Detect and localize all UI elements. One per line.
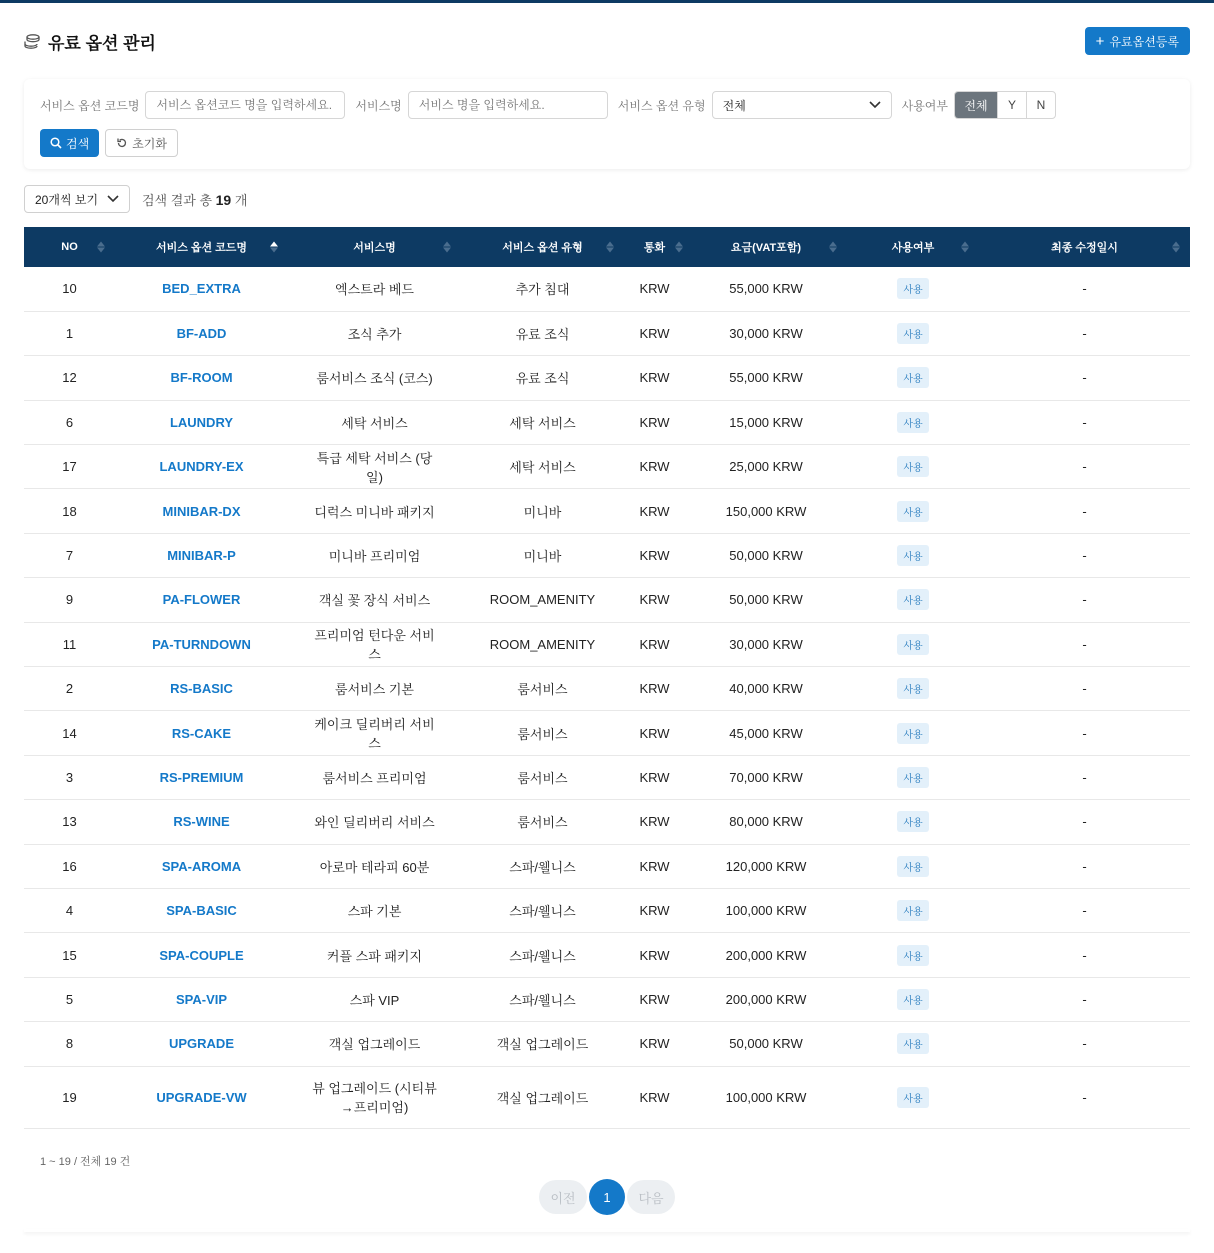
cell-name: 아로마 테라피 60분 — [319, 859, 430, 875]
cell-type: ROOM_AMENITY — [489, 592, 596, 608]
cell-currency: KRW — [639, 1089, 670, 1105]
cell-code[interactable]: RS-BASIC — [170, 681, 233, 697]
cell-code[interactable]: BED_EXTRA — [162, 281, 241, 297]
cell-use — [847, 578, 979, 622]
type-select-value: 전체 — [722, 98, 746, 113]
current-page-button[interactable]: 1 — [589, 1179, 625, 1215]
status-badge: 사용 — [897, 678, 928, 699]
name-label: 서비스명 — [355, 98, 402, 113]
table-row[interactable] — [24, 800, 1190, 844]
cell-price: 150,000 KRW — [725, 503, 807, 519]
cell-currency: KRW — [639, 903, 670, 919]
cell-updated: - — [1082, 1089, 1087, 1105]
cell-updated: - — [1082, 370, 1087, 386]
cell-type: 객실 업그레이드 — [496, 1090, 589, 1106]
cell-code[interactable]: RS-WINE — [173, 814, 230, 830]
coins-icon — [24, 33, 40, 49]
sort-icon — [97, 242, 105, 253]
col-label: NO — [61, 241, 78, 253]
search-button[interactable] — [40, 129, 99, 157]
use-option-n[interactable]: N — [1026, 92, 1055, 118]
cell-type: 유료 조식 — [515, 371, 570, 387]
status-badge: 사용 — [897, 989, 928, 1010]
sort-icon — [270, 242, 278, 253]
table-row[interactable] — [24, 933, 1190, 977]
cell-use — [847, 622, 979, 666]
reset-icon — [116, 137, 128, 149]
cell-code[interactable]: PA-FLOWER — [162, 592, 241, 608]
cell-use — [847, 1066, 979, 1128]
type-label: 서비스 옵션 유형 — [617, 98, 706, 113]
col-label: 사용여부 — [891, 242, 935, 254]
table-body — [24, 267, 1190, 1128]
cell-name: 특급 세탁 서비스 (당일) — [316, 450, 433, 485]
cell-no: 7 — [65, 548, 74, 564]
status-badge: 사용 — [897, 589, 928, 610]
cell-price: 200,000 KRW — [725, 947, 807, 963]
col-label: 통화 — [643, 242, 666, 254]
table-row[interactable] — [24, 622, 1190, 666]
cell-updated: - — [1082, 769, 1087, 785]
cell-price: 30,000 KRW — [729, 636, 803, 652]
cell-code[interactable]: BF-ROOM — [170, 370, 233, 386]
page-size-value: 20개씩 보기 — [35, 192, 99, 207]
status-badge: 사용 — [897, 367, 928, 388]
cell-use — [847, 711, 979, 755]
cell-updated: - — [1082, 903, 1087, 919]
cell-no: 8 — [65, 1036, 74, 1052]
status-badge: 사용 — [897, 723, 928, 744]
cell-currency: KRW — [639, 370, 670, 386]
status-badge: 사용 — [897, 278, 928, 299]
col-header-currency[interactable] — [624, 227, 685, 267]
plus-icon: + — [1095, 32, 1105, 50]
cell-price: 70,000 KRW — [729, 769, 803, 785]
cell-updated: - — [1082, 414, 1087, 430]
table-row[interactable] — [24, 445, 1190, 489]
cell-use — [847, 356, 979, 400]
col-header-no[interactable] — [24, 227, 115, 267]
cell-name: 룸서비스 조식 (코스) — [316, 371, 433, 387]
search-filters — [40, 91, 1056, 119]
cell-use — [847, 667, 979, 711]
code-label: 서비스 옵션 코드명 — [40, 98, 140, 113]
cell-use — [847, 755, 979, 799]
col-header-name[interactable] — [288, 227, 461, 267]
result-count — [142, 190, 247, 209]
cell-name: 룸서비스 프리미엄 — [322, 770, 427, 786]
table-row[interactable] — [24, 489, 1190, 533]
status-badge: 사용 — [897, 1087, 928, 1108]
cell-type: 세탁 서비스 — [509, 415, 576, 431]
use-label: 사용여부 — [901, 98, 948, 113]
use-option-y[interactable]: Y — [997, 92, 1026, 118]
cell-updated: - — [1082, 1036, 1087, 1052]
search-card — [24, 79, 1190, 169]
code-input[interactable] — [145, 91, 345, 119]
status-badge: 사용 — [897, 412, 928, 433]
status-badge: 사용 — [897, 456, 928, 477]
cell-type: 룸서비스 — [517, 815, 568, 831]
options-table-wrap — [24, 227, 1190, 1129]
cell-type: 룸서비스 — [517, 770, 568, 786]
cell-updated: - — [1082, 548, 1087, 564]
cell-type: ROOM_AMENITY — [489, 636, 596, 652]
chevron-down-icon — [869, 101, 881, 109]
cell-currency: KRW — [639, 769, 670, 785]
cell-name: 객실 업그레이드 — [328, 1037, 421, 1053]
cell-currency: KRW — [639, 592, 670, 608]
cell-updated: - — [1082, 947, 1087, 963]
cell-code[interactable]: LAUNDRY — [169, 414, 234, 430]
cell-code[interactable]: SPA-VIP — [175, 991, 228, 1007]
use-option-all[interactable]: 전체 — [955, 92, 997, 118]
cell-price: 50,000 KRW — [729, 1036, 803, 1052]
cell-use — [847, 445, 979, 489]
col-header-use[interactable] — [847, 227, 979, 267]
cell-name: 엑스트라 베드 — [335, 282, 414, 298]
cell-no: 19 — [62, 1089, 77, 1105]
cell-updated: - — [1082, 459, 1087, 475]
cell-code[interactable]: PA-TURNDOWN — [152, 636, 251, 652]
cell-no: 1 — [65, 326, 74, 342]
cell-currency: KRW — [639, 503, 670, 519]
table-row[interactable] — [24, 533, 1190, 577]
sort-icon — [606, 242, 614, 253]
cell-currency: KRW — [639, 1036, 670, 1052]
status-badge: 사용 — [897, 634, 928, 655]
sort-icon — [961, 242, 969, 253]
cell-no: 16 — [62, 858, 77, 874]
table-row[interactable] — [24, 578, 1190, 622]
cell-name: 객실 꽃 장식 서비스 — [318, 593, 431, 609]
cell-updated: - — [1082, 858, 1087, 874]
cell-name: 스파 VIP — [349, 992, 400, 1008]
cell-currency: KRW — [639, 947, 670, 963]
col-header-code[interactable] — [115, 227, 288, 267]
search-actions — [40, 129, 178, 157]
cell-currency: KRW — [639, 281, 670, 297]
cell-use — [847, 400, 979, 444]
cell-price: 55,000 KRW — [729, 281, 803, 297]
cell-type: 미니바 — [523, 504, 562, 520]
cell-use — [847, 1022, 979, 1066]
options-table — [24, 227, 1190, 1129]
sort-icon — [443, 242, 451, 253]
cell-no: 18 — [62, 503, 77, 519]
cell-type: 룸서비스 — [517, 682, 568, 698]
table-row[interactable] — [24, 755, 1190, 799]
cell-code[interactable]: MINIBAR-DX — [162, 503, 241, 519]
cell-use — [847, 844, 979, 888]
status-badge: 사용 — [897, 767, 928, 788]
cell-code[interactable]: SPA-COUPLE — [159, 947, 244, 963]
cell-price: 80,000 KRW — [729, 814, 803, 830]
cell-updated: - — [1082, 991, 1087, 1007]
table-row[interactable] — [24, 1066, 1190, 1128]
cell-price: 100,000 KRW — [725, 903, 807, 919]
pagination — [539, 1179, 675, 1215]
search-button-label: 검색 — [66, 136, 90, 151]
table-row[interactable] — [24, 888, 1190, 932]
table-header-row — [24, 227, 1190, 267]
cell-price: 15,000 KRW — [729, 414, 803, 430]
cell-price: 120,000 KRW — [725, 858, 807, 874]
table-row[interactable] — [24, 711, 1190, 755]
cell-updated: - — [1082, 725, 1087, 741]
table-row[interactable] — [24, 1022, 1190, 1066]
cell-no: 15 — [62, 947, 77, 963]
cell-type: 스파/웰니스 — [509, 859, 576, 875]
table-row[interactable] — [24, 400, 1190, 444]
cell-name: 세탁 서비스 — [341, 415, 408, 431]
col-header-price[interactable] — [685, 227, 847, 267]
use-toggle — [954, 91, 1056, 119]
reset-button-label: 초기화 — [132, 136, 167, 151]
cell-name: 와인 딜리버리 서비스 — [314, 815, 435, 831]
register-option-button[interactable] — [1085, 27, 1190, 55]
cell-code[interactable]: UPGRADE-VW — [156, 1089, 247, 1105]
cell-name: 디럭스 미니바 패키지 — [314, 504, 435, 520]
sort-icon — [1172, 242, 1180, 253]
table-row[interactable] — [24, 311, 1190, 355]
cell-no: 13 — [62, 814, 77, 830]
cell-code[interactable]: SPA-AROMA — [161, 858, 242, 874]
cell-currency: KRW — [639, 814, 670, 830]
cell-use — [847, 489, 979, 533]
type-select[interactable] — [712, 91, 892, 119]
cell-no: 14 — [62, 725, 77, 741]
cell-no: 4 — [65, 903, 74, 919]
cell-no: 3 — [65, 769, 74, 785]
cell-code[interactable]: UPGRADE — [168, 1036, 234, 1052]
cell-price: 45,000 KRW — [729, 725, 803, 741]
cell-use — [847, 311, 979, 355]
cell-updated: - — [1082, 281, 1087, 297]
cell-name: 룸서비스 기본 — [335, 682, 414, 698]
status-badge: 사용 — [897, 945, 928, 966]
cell-no: 2 — [65, 681, 74, 697]
table-row[interactable] — [24, 267, 1190, 311]
cell-updated: - — [1082, 681, 1087, 697]
cell-price: 100,000 KRW — [725, 1089, 807, 1105]
sort-icon — [829, 242, 837, 253]
cell-currency: KRW — [639, 991, 670, 1007]
cell-type: 추가 침대 — [515, 282, 570, 298]
status-badge: 사용 — [897, 501, 928, 522]
table-row[interactable] — [24, 356, 1190, 400]
status-badge: 사용 — [897, 323, 928, 344]
result-prefix: 검색 결과 총 — [142, 192, 213, 208]
next-page-button[interactable]: 다음 — [627, 1180, 675, 1214]
col-label: 서비스 옵션 코드명 — [155, 242, 248, 254]
table-row[interactable] — [24, 667, 1190, 711]
cell-currency: KRW — [639, 681, 670, 697]
cell-code[interactable]: MINIBAR-P — [167, 548, 236, 564]
cell-code[interactable]: BF-ADD — [176, 326, 227, 342]
register-option-label: 유료옵션등록 — [1109, 34, 1179, 49]
cell-currency: KRW — [639, 548, 670, 564]
cell-updated: - — [1082, 592, 1087, 608]
cell-name: 조식 추가 — [347, 327, 402, 343]
cell-type: 룸서비스 — [517, 726, 568, 742]
cell-name: 뷰 업그레이드 (시티뷰→프리미엄) — [312, 1081, 437, 1116]
page-title: 유료 옵션 관리 — [48, 33, 156, 53]
status-badge: 사용 — [897, 856, 928, 877]
cell-name: 프리미엄 턴다운 서비스 — [314, 628, 435, 663]
prev-page-button[interactable]: 이전 — [539, 1180, 587, 1214]
col-label: 서비스명 — [353, 242, 396, 254]
cell-price: 50,000 KRW — [729, 548, 803, 564]
cell-name: 스파 기본 — [347, 904, 402, 920]
range-text: 1 ~ 19 / 전체 19 건 — [40, 1156, 131, 1168]
status-badge: 사용 — [897, 545, 928, 566]
status-badge: 사용 — [897, 811, 928, 832]
cell-no: 5 — [65, 991, 74, 1007]
chevron-down-icon — [107, 195, 119, 203]
reset-button[interactable] — [105, 129, 178, 157]
cell-type: 세탁 서비스 — [509, 460, 576, 476]
cell-price: 50,000 KRW — [729, 592, 803, 608]
col-label: 최종 수정일시 — [1051, 242, 1118, 254]
cell-currency: KRW — [639, 459, 670, 475]
cell-code[interactable]: RS-CAKE — [171, 725, 232, 741]
cell-name: 미니바 프리미엄 — [328, 549, 421, 565]
card-bottom-edge — [24, 1229, 1190, 1232]
cell-currency: KRW — [639, 636, 670, 652]
status-badge: 사용 — [897, 900, 928, 921]
col-label: 서비스 옵션 유형 — [502, 242, 583, 254]
cell-use — [847, 267, 979, 311]
table-row[interactable] — [24, 844, 1190, 888]
cell-price: 40,000 KRW — [729, 681, 803, 697]
cell-type: 미니바 — [523, 549, 562, 565]
cell-use — [847, 977, 979, 1021]
cell-type: 객실 업그레이드 — [496, 1037, 589, 1053]
cell-updated: - — [1082, 326, 1087, 342]
page-size-select[interactable] — [24, 185, 130, 213]
col-label: 요금(VAT포함) — [730, 242, 802, 254]
cell-code[interactable]: LAUNDRY-EX — [159, 459, 244, 475]
cell-type: 유료 조식 — [515, 327, 570, 343]
cell-currency: KRW — [639, 414, 670, 430]
cell-updated: - — [1082, 636, 1087, 652]
cell-name: 케이크 딜리버리 서비스 — [314, 717, 435, 752]
cell-type: 스파/웰니스 — [509, 948, 576, 964]
cell-price: 200,000 KRW — [725, 991, 807, 1007]
cell-code[interactable]: RS-PREMIUM — [159, 769, 244, 785]
status-badge: 사용 — [897, 1033, 928, 1054]
cell-use — [847, 533, 979, 577]
col-header-updated[interactable] — [979, 227, 1190, 267]
cell-price: 55,000 KRW — [729, 370, 803, 386]
cell-type: 스파/웰니스 — [509, 992, 576, 1008]
cell-no: 10 — [62, 281, 77, 297]
cell-no: 12 — [62, 370, 77, 386]
cell-no: 6 — [65, 414, 74, 430]
list-controls — [24, 185, 247, 213]
cell-no: 17 — [62, 459, 77, 475]
cell-code[interactable]: SPA-BASIC — [166, 903, 237, 919]
cell-currency: KRW — [639, 725, 670, 741]
name-input[interactable] — [408, 91, 608, 119]
cell-currency: KRW — [639, 858, 670, 874]
sort-icon — [675, 242, 683, 253]
title-wrap — [24, 29, 156, 54]
search-icon — [50, 137, 62, 149]
cell-no: 11 — [62, 636, 77, 652]
col-header-type[interactable] — [461, 227, 624, 267]
cell-use — [847, 800, 979, 844]
cell-name: 커플 스파 패키지 — [326, 948, 423, 964]
cell-no: 9 — [65, 592, 74, 608]
cell-price: 25,000 KRW — [729, 459, 803, 475]
cell-updated: - — [1082, 814, 1087, 830]
cell-currency: KRW — [639, 326, 670, 342]
result-number: 19 — [215, 191, 232, 208]
cell-updated: - — [1082, 503, 1087, 519]
cell-use — [847, 888, 979, 932]
result-suffix: 개 — [234, 192, 248, 208]
cell-price: 30,000 KRW — [729, 326, 803, 342]
table-row[interactable] — [24, 977, 1190, 1021]
cell-type: 스파/웰니스 — [509, 904, 576, 920]
page-header — [24, 25, 1190, 57]
cell-use — [847, 933, 979, 977]
